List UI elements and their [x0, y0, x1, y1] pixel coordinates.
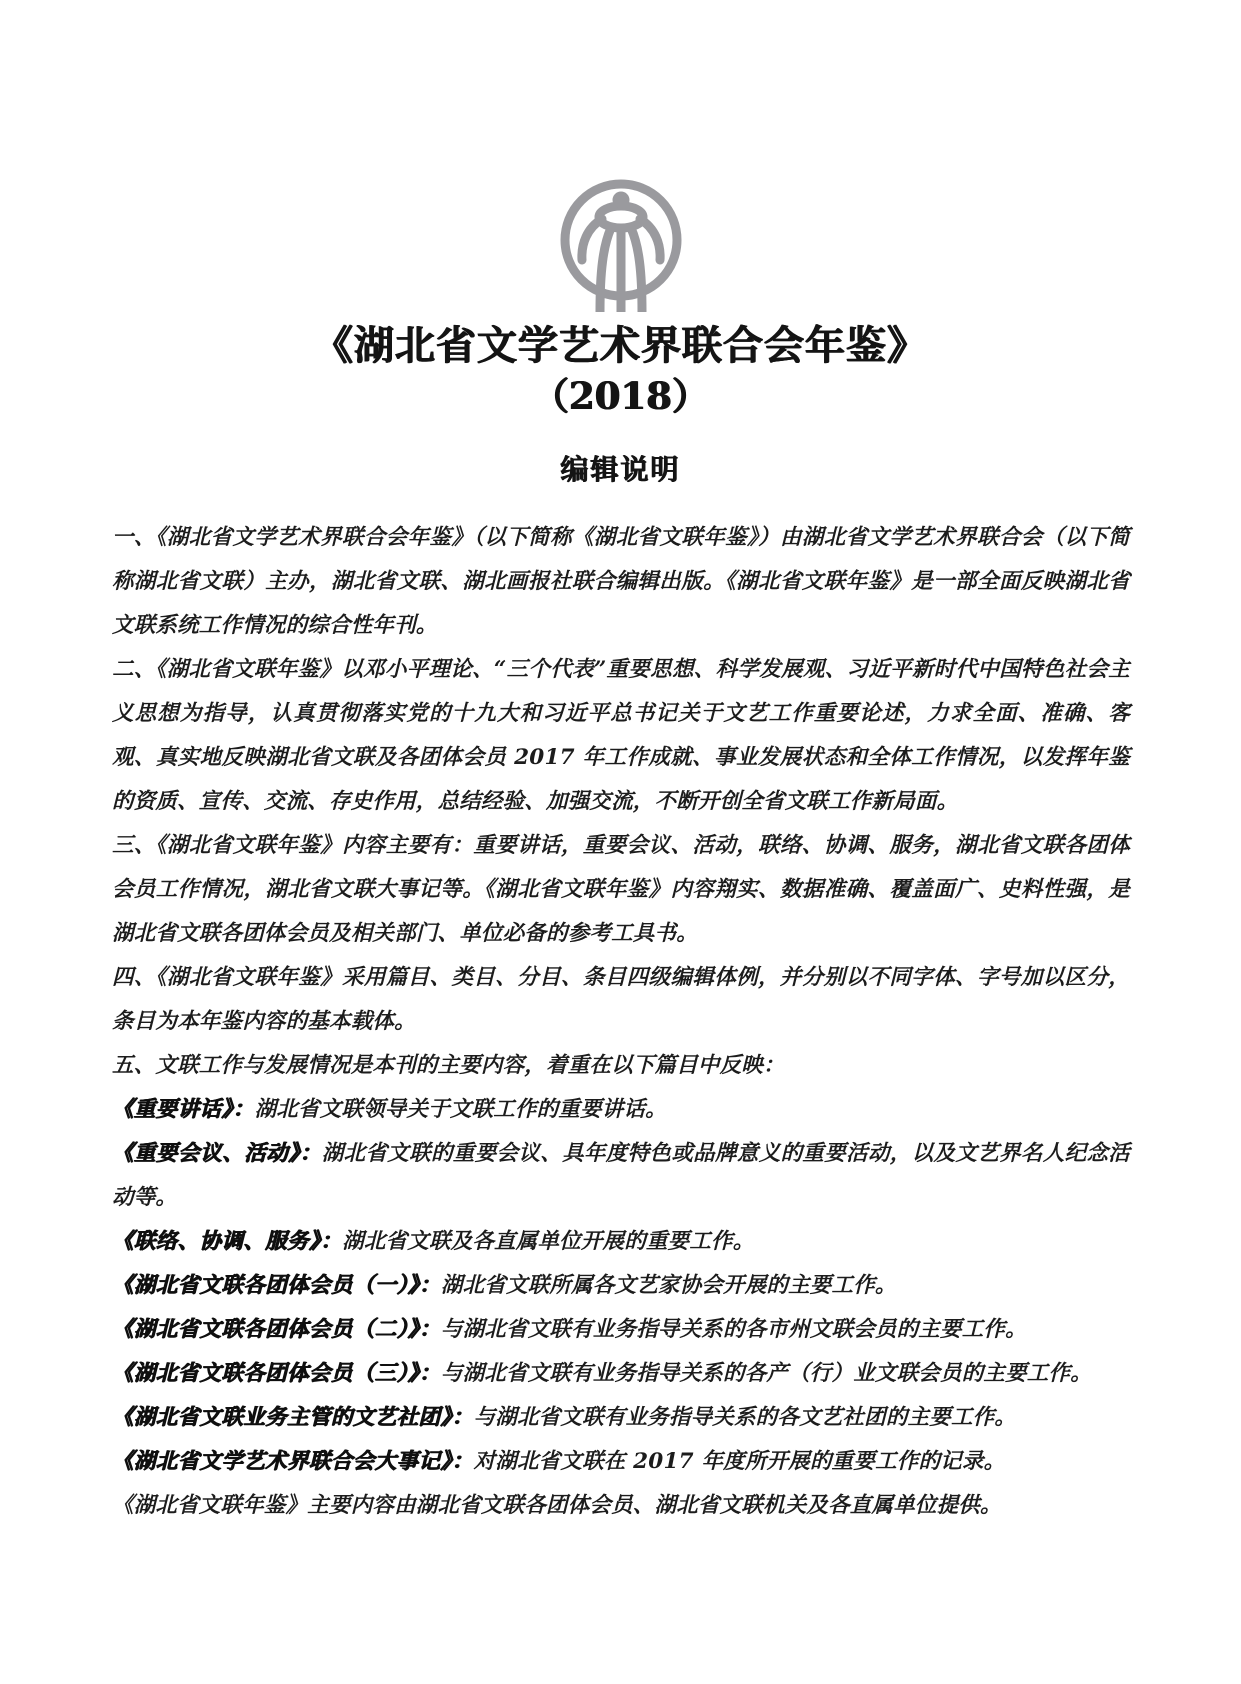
section-entry-description: 湖北省文联所属各文艺家协会开展的主要工作。	[440, 1273, 897, 1298]
title-block	[0, 320, 1241, 422]
section-entry-description: 湖北省文联及各直属单位开展的重要工作。	[342, 1229, 755, 1254]
logo-container	[0, 172, 1241, 312]
closing-paragraph: 《湖北省文联年鉴》主要内容由湖北省文联各团体会员、湖北省文联机关及各直属单位提供。	[112, 1493, 1002, 1518]
section-entry	[112, 1088, 1130, 1132]
section-entry-label: 《湖北省文联业务主管的文艺社团》：	[112, 1405, 474, 1430]
section-entry-label: 《湖北省文学艺术界联合会大事记》：	[112, 1449, 474, 1474]
section-entry-description: 湖北省文联领导关于文联工作的重要讲话。	[254, 1097, 667, 1122]
section-entry	[112, 1352, 1130, 1396]
section-entry-description: 湖北省文联的重要会议、具年度特色或品牌意义的重要活动，以及文艺界名人纪念活动等。	[112, 1141, 1130, 1210]
section-entry-label: 《重要会议、活动》：	[112, 1141, 322, 1166]
paragraph-1: 一、《湖北省文学艺术界联合会年鉴》（以下简称《湖北省文联年鉴》）由湖北省文学艺术界联合会（以下简称湖北省文联）主办，湖北省文联、湖北画报社联合编辑出版。《湖北省文联年鉴》是一部全面反映湖北省文联系统工作情况的综合性年刊。	[112, 525, 1130, 638]
page-subtitle: （2018）	[532, 374, 709, 419]
section-entry-label: 《湖北省文联各团体会员（一）》：	[112, 1273, 441, 1298]
section-heading: 编辑说明	[560, 453, 681, 486]
section-entry-label: 《湖北省文联各团体会员（三）》：	[112, 1361, 441, 1386]
section-entry-label: 《联络、协调、服务》：	[112, 1229, 343, 1254]
section-entry	[112, 1396, 1130, 1440]
paragraph-2: 二、《湖北省文联年鉴》以邓小平理论、“三个代表”重要思想、科学发展观、习近平新时代中国特色社会主义思想为指导，认真贯彻落实党的十九大和习近平总书记关于文艺工作重要论述，力求全面、准确、客观、真实地反映湖北省文联及各团体会员 2017 年工作成就、事业发展状态和全体工作情况，以发挥年鉴的资质、宣传、交流、存史作用，总结经验、加强交流，不断开创全省文联工作新局面。	[112, 657, 1130, 814]
section-entry	[112, 1132, 1130, 1220]
section-entry-label: 《湖北省文联各团体会员（二）》：	[112, 1317, 441, 1342]
page-title: 《湖北省文学艺术界联合会年鉴》	[313, 322, 928, 369]
section-entry	[112, 1308, 1130, 1352]
section-entry-description: 对湖北省文联在 2017 年度所开展的重要工作的记录。	[473, 1449, 1006, 1474]
section-entry	[112, 1264, 1130, 1308]
paragraph-3: 三、《湖北省文联年鉴》内容主要有：重要讲话，重要会议、活动，联络、协调、服务，湖北省文联各团体会员工作情况，湖北省文联大事记等。《湖北省文联年鉴》内容翔实、数据准确、覆盖面广、史料性强，是湖北省文联各团体会员及相关部门、单位必备的参考工具书。	[112, 833, 1130, 946]
section-entry-description: 与湖北省文联有业务指导关系的各文艺社团的主要工作。	[473, 1405, 1017, 1430]
paragraph-4: 四、《湖北省文联年鉴》采用篇目、类目、分目、条目四级编辑体例，并分别以不同字体、字号加以区分，条目为本年鉴内容的基本载体。	[112, 965, 1130, 1034]
section-entry-description: 与湖北省文联有业务指导关系的各产（行）业文联会员的主要工作。	[440, 1361, 1092, 1386]
section-entry	[112, 1440, 1130, 1484]
section-entry-description: 与湖北省文联有业务指导关系的各市州文联会员的主要工作。	[440, 1317, 1027, 1342]
paragraph-5: 五、文联工作与发展情况是本刊的主要内容，着重在以下篇目中反映：	[112, 1053, 785, 1078]
wenlian-emblem-icon	[553, 172, 689, 312]
body-content	[112, 516, 1130, 1528]
section-entry	[112, 1220, 1130, 1264]
section-entry-label: 《重要讲话》：	[112, 1097, 255, 1122]
